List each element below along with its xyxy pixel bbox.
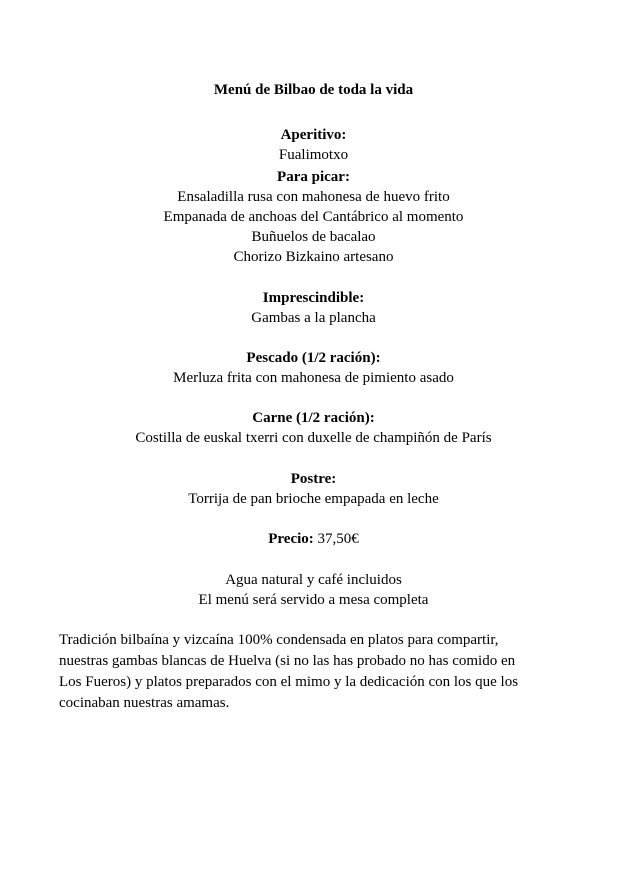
menu-item: Costilla de euskal txerri con duxelle de champiñón de París xyxy=(135,430,492,446)
menu-item: Empanada de anchoas del Cantábrico al momento xyxy=(163,209,464,225)
menu-item: Fualimotxo xyxy=(278,147,349,163)
description-paragraph xyxy=(59,630,579,714)
section-heading-aperitivo: Aperitivo: xyxy=(280,127,347,143)
section-heading-pescado: Pescado (1/2 ración): xyxy=(246,350,381,366)
menu-item: Gambas a la plancha xyxy=(251,310,376,326)
price-line xyxy=(0,529,627,549)
price-label: Precio: xyxy=(268,531,314,547)
section-heading-imprescindible: Imprescindible: xyxy=(262,290,365,306)
note-drinks: Agua natural y café incluidos xyxy=(225,572,402,588)
section-heading-carne: Carne (1/2 ración): xyxy=(252,410,375,426)
menu-item: Merluza frita con mahonesa de pimiento asado xyxy=(173,370,454,386)
menu-item: Ensaladilla rusa con mahonesa de huevo frito xyxy=(177,189,450,205)
description-line: cocinaban nuestras amamas. xyxy=(59,695,230,711)
menu-item: Chorizo Bizkaino artesano xyxy=(233,249,394,265)
menu-item: Torrija de pan brioche empapada en leche xyxy=(188,491,439,507)
description-line: nuestras gambas blancas de Huelva (si no las has probado no has comido en xyxy=(59,653,516,669)
section-heading-para-picar: Para picar: xyxy=(277,169,350,185)
price-value: 37,50€ xyxy=(313,531,359,547)
description-line: Los Fueros) y platos preparados con el mimo y la dedicación con los que los xyxy=(59,674,519,690)
menu-title: Menú de Bilbao de toda la vida xyxy=(213,82,414,98)
section-heading-postre: Postre: xyxy=(290,471,337,487)
note-service: El menú será servido a mesa completa xyxy=(198,592,429,608)
description-line: Tradición bilbaína y vizcaína 100% condensada en platos para compartir, xyxy=(59,632,499,648)
menu-item: Buñuelos de bacalao xyxy=(251,229,376,245)
